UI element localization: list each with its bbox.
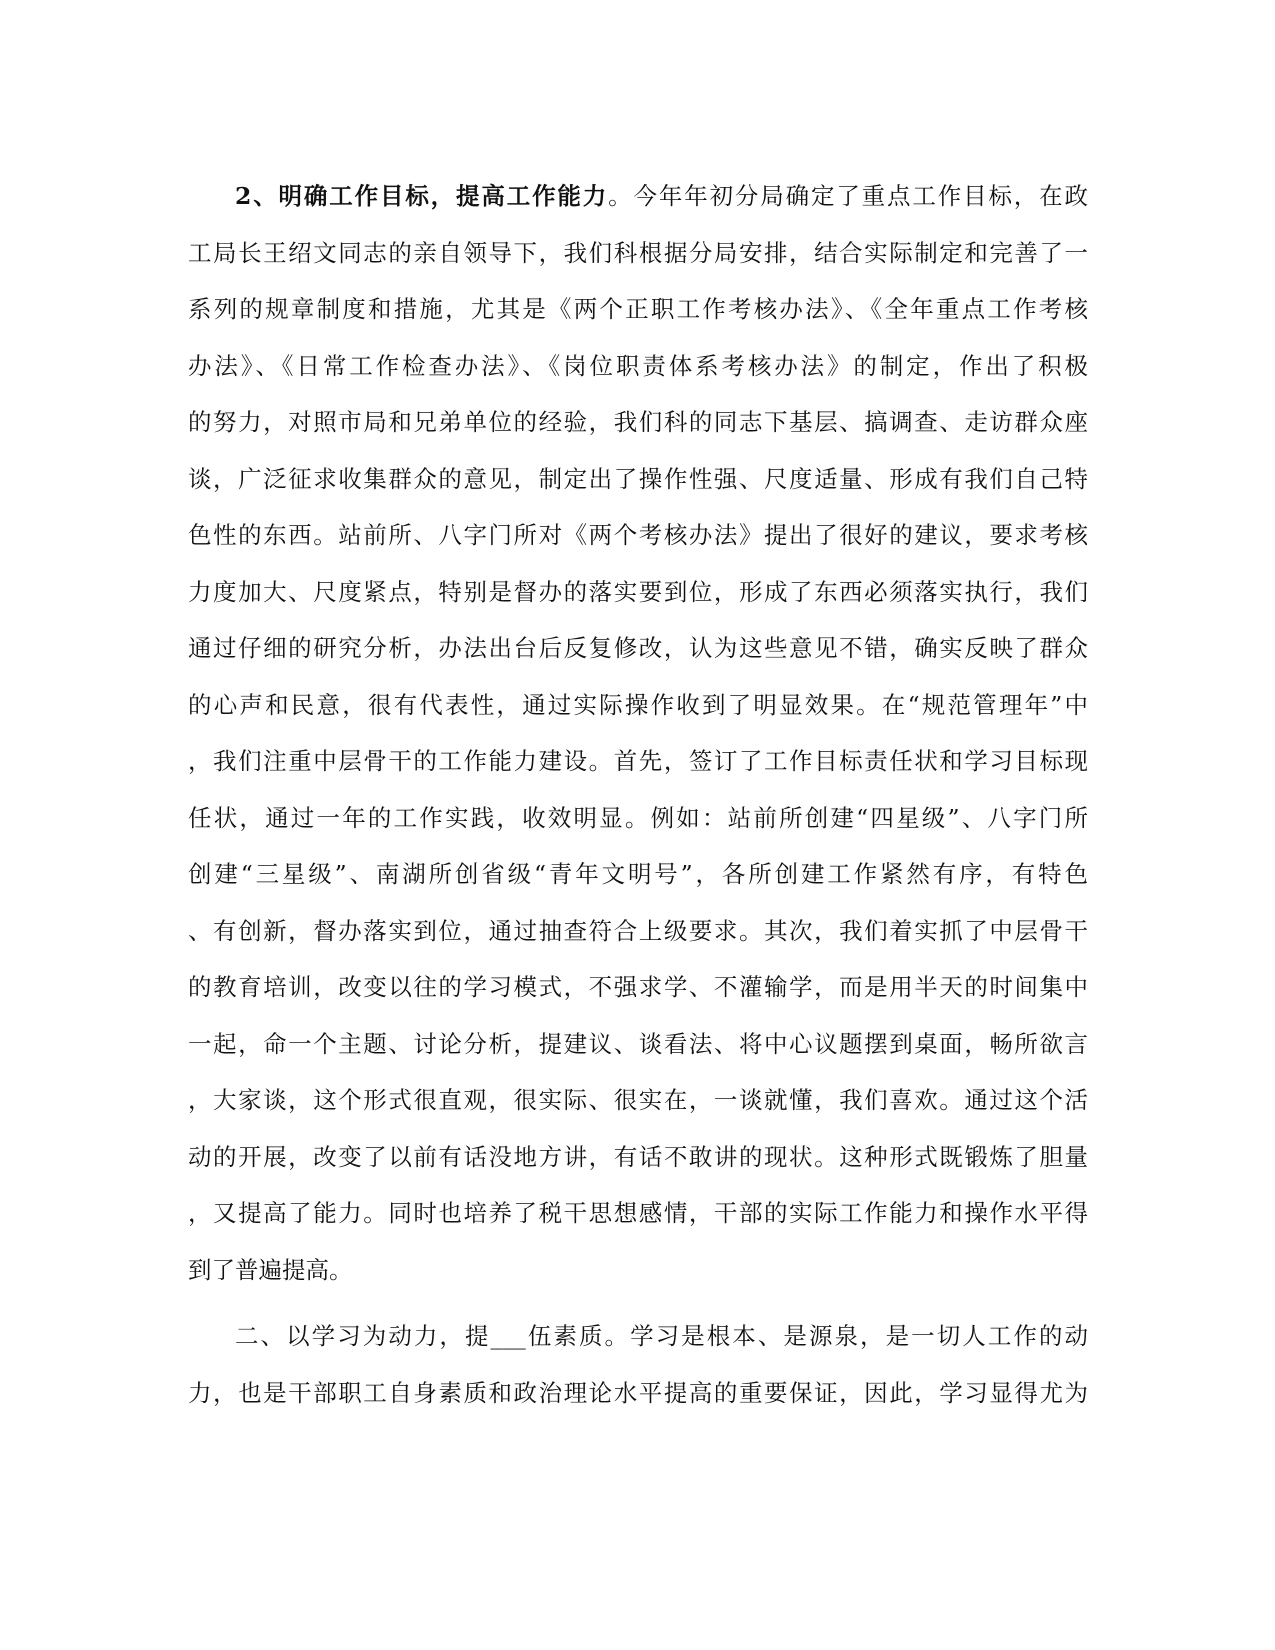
paragraph-1-line-9: 通过仔细的研究分析，办法出台后反复修改，认为这些意见不错，确实反映了群众 bbox=[188, 634, 1088, 662]
paragraph-2-line-1: 二、以学习为动力，提___伍素质。学习是根本、是源泉，是一切人工作的动 bbox=[235, 1322, 1088, 1350]
paragraph-1-line-12: 任状，通过一年的工作实践，收效明显。例如：站前所创建“四星级”、八字门所 bbox=[188, 803, 1088, 832]
paragraph-gap bbox=[188, 1298, 1088, 1308]
paragraph-1-line-13: 创建“三星级”、南湖所创省级“青年文明号”，各所创建工作紧然有序，有特色 bbox=[188, 860, 1088, 888]
paragraph-1-line-3: 系列的规章制度和措施，尤其是《两个正职工作考核办法》、《全年重点工作考核 bbox=[188, 295, 1088, 323]
paragraph-1-line-10: 的心声和民意，很有代表性，通过实际操作收到了明显效果。在“规范管理年”中 bbox=[188, 690, 1088, 719]
paragraph-1-line-6: 谈，广泛征求收集群众的意见，制定出了操作性强、尺度适量、形成有我们自己特 bbox=[188, 464, 1088, 493]
paragraph-1-line-11: ，我们注重中层骨干的工作能力建设。首先，签订了工作目标责任状和学习目标现 bbox=[188, 747, 1088, 775]
paragraph-2-line-2: 力，也是干部职工自身素质和政治理论水平提高的重要保证，因此，学习显得尤为 bbox=[188, 1378, 1088, 1407]
paragraph-1-line-16: 一起，命一个主题、讨论分析，提建议、谈看法、将中心议题摆到桌面，畅所欲言 bbox=[188, 1029, 1088, 1058]
paragraph-1-line-17: ，大家谈，这个形式很直观，很实际、很实在，一谈就懂，我们喜欢。通过这个活 bbox=[188, 1086, 1088, 1114]
paragraph-1-line-20: 到了普遍提高。 bbox=[188, 1255, 353, 1284]
paragraph-1-line-15: 的教育培训，改变以往的学习模式，不强求学、不灌输学，而是用半天的时间集中 bbox=[188, 973, 1088, 1001]
paragraph-1-line-5: 的努力，对照市局和兄弟单位的经验，我们科的同志下基层、搞调查、走访群众座 bbox=[188, 408, 1088, 436]
paragraph-1-line-2: 工局长王绍文同志的亲自领导下，我们科根据分局安排，结合实际制定和完善了一 bbox=[188, 238, 1088, 267]
paragraph-1-line-1 bbox=[188, 168, 1088, 225]
section-heading: 2、明确工作目标，提高工作能力 bbox=[235, 182, 609, 210]
paragraph-1-line-4: 办法》、《日常工作检查办法》、《岗位职责体系考核办法》的制定，作出了积极 bbox=[188, 351, 1088, 380]
paragraph-1-line-14: 、有创新，督办落实到位，通过抽查符合上级要求。其次，我们着实抓了中层骨干 bbox=[188, 916, 1088, 945]
document-body bbox=[188, 168, 1088, 1421]
paragraph-1-line-8: 力度加大、尺度紧点，特别是督办的落实要到位，形成了东西必须落实执行，我们 bbox=[188, 577, 1088, 606]
paragraph-1-line-18: 动的开展，改变了以前有话没地方讲，有话不敢讲的现状。这种形式既锻炼了胆量 bbox=[188, 1142, 1088, 1171]
paragraph-1-line-7: 色性的东西。站前所、八字门所对《两个考核办法》提出了很好的建议，要求考核 bbox=[188, 521, 1088, 549]
paragraph-1-line-1-text: 。今年年初分局确定了重点工作目标，在政 bbox=[608, 182, 1088, 210]
paragraph-1-line-19: ，又提高了能力。同时也培养了税干思想感情，干部的实际工作能力和操作水平得 bbox=[188, 1199, 1088, 1227]
